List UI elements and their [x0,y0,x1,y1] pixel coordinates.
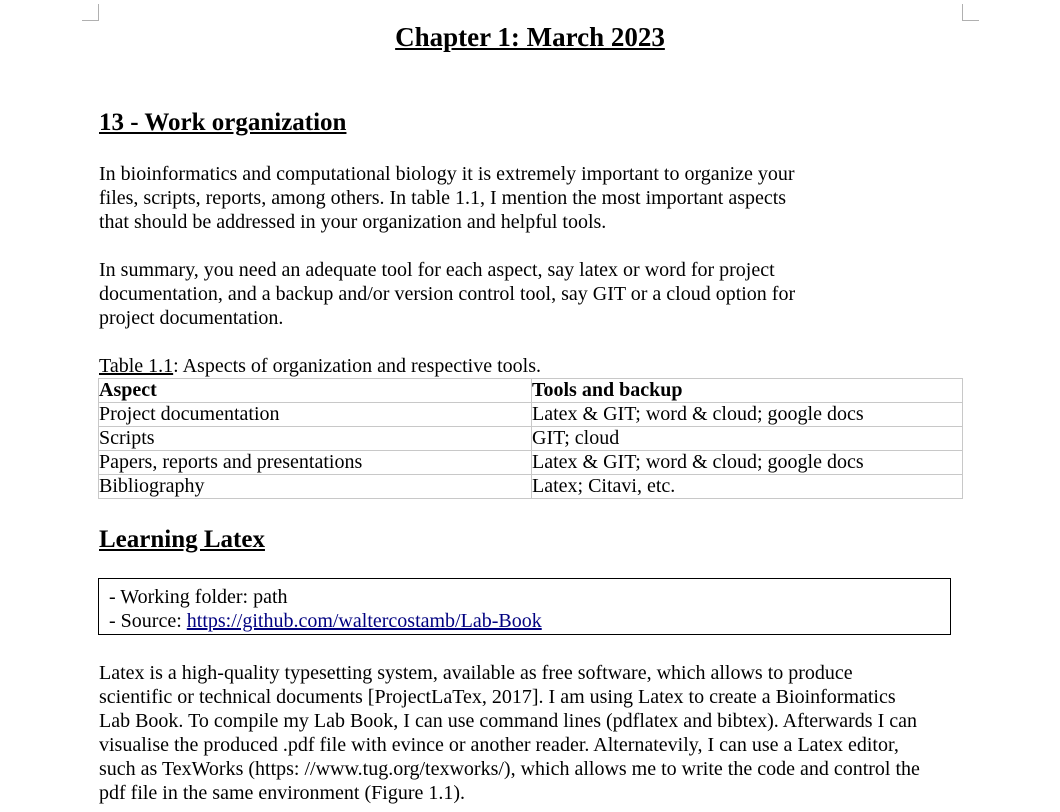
table-header-row [99,379,963,403]
table-header-aspect: Aspect [99,379,532,403]
table-row [99,475,963,499]
section-heading-learning-latex: Learning Latex [99,526,265,553]
paragraph-line: that should be addressed in your organization and helpful tools. [99,211,607,233]
table-reference-link[interactable]: Table 1.1 [99,355,174,377]
table-cell-tools: Latex & GIT; word & cloud; google docs [532,403,963,427]
paragraph-line: files, scripts, reports, among others. In table 1.1, I mention the most important aspects [99,187,787,209]
chapter-title: Chapter 1: March 2023 [395,22,665,52]
page-corner-marker-top-right [962,4,979,21]
paragraph-line: Latex is a high-quality typesetting system, available as free software, which allows to produce [99,662,853,684]
paragraph-line: such as TexWorks (https: //www.tug.org/texworks/), which allows me to write the code and control the [99,758,920,780]
table-cell-tools: Latex & GIT; word & cloud; google docs [532,451,963,475]
paragraph-organization-summary [99,258,795,330]
paragraph-line: Lab Book. To compile my Lab Book, I can use command lines (pdflatex and bibtex). Afterwards I can [99,710,918,732]
source-line [109,609,950,633]
paragraph-line: In bioinformatics and computational biology it is extremely important to organize your [99,163,795,185]
table-caption-text: : Aspects of organization and respective tools. [173,355,542,377]
paragraph-latex-description [99,661,920,805]
paragraph-line: In summary, you need an adequate tool for each aspect, say latex or word for project [99,259,775,281]
table-header-tools: Tools and backup [532,379,963,403]
table-cell-aspect: Scripts [99,427,532,451]
paragraph-organization-intro [99,162,795,234]
table-cell-aspect: Bibliography [99,475,532,499]
table-caption [99,354,541,378]
page-corner-marker-top-left [82,4,99,21]
info-box [98,578,951,635]
section-heading-work-organization: 13 - Work organization [99,109,347,136]
source-link[interactable]: https://github.com/waltercostamb/Lab-Book [186,610,542,632]
table-cell-aspect: Papers, reports and presentations [99,451,532,475]
table-row [99,403,963,427]
table-cell-tools: Latex; Citavi, etc. [532,475,963,499]
table-cell-aspect: Project documentation [99,403,532,427]
paragraph-line: pdf file in the same environment (Figure 1.1). [99,782,466,804]
paragraph-line: project documentation. [99,307,284,329]
table-row [99,427,963,451]
paragraph-line: documentation, and a backup and/or version control tool, say GIT or a cloud option for [99,283,796,305]
paragraph-line: visualise the produced .pdf file with evince or another reader. Alternatevily, I can use a Latex editor, [99,734,899,756]
paragraph-line: scientific or technical documents [ProjectLaTex, 2017]. I am using Latex to create a Bioinformatics [99,686,896,708]
source-label: - Source: [109,610,187,632]
aspects-table [98,378,963,499]
table-row [99,451,963,475]
table-cell-tools: GIT; cloud [532,427,963,451]
working-folder-line: - Working folder: path [109,586,288,608]
